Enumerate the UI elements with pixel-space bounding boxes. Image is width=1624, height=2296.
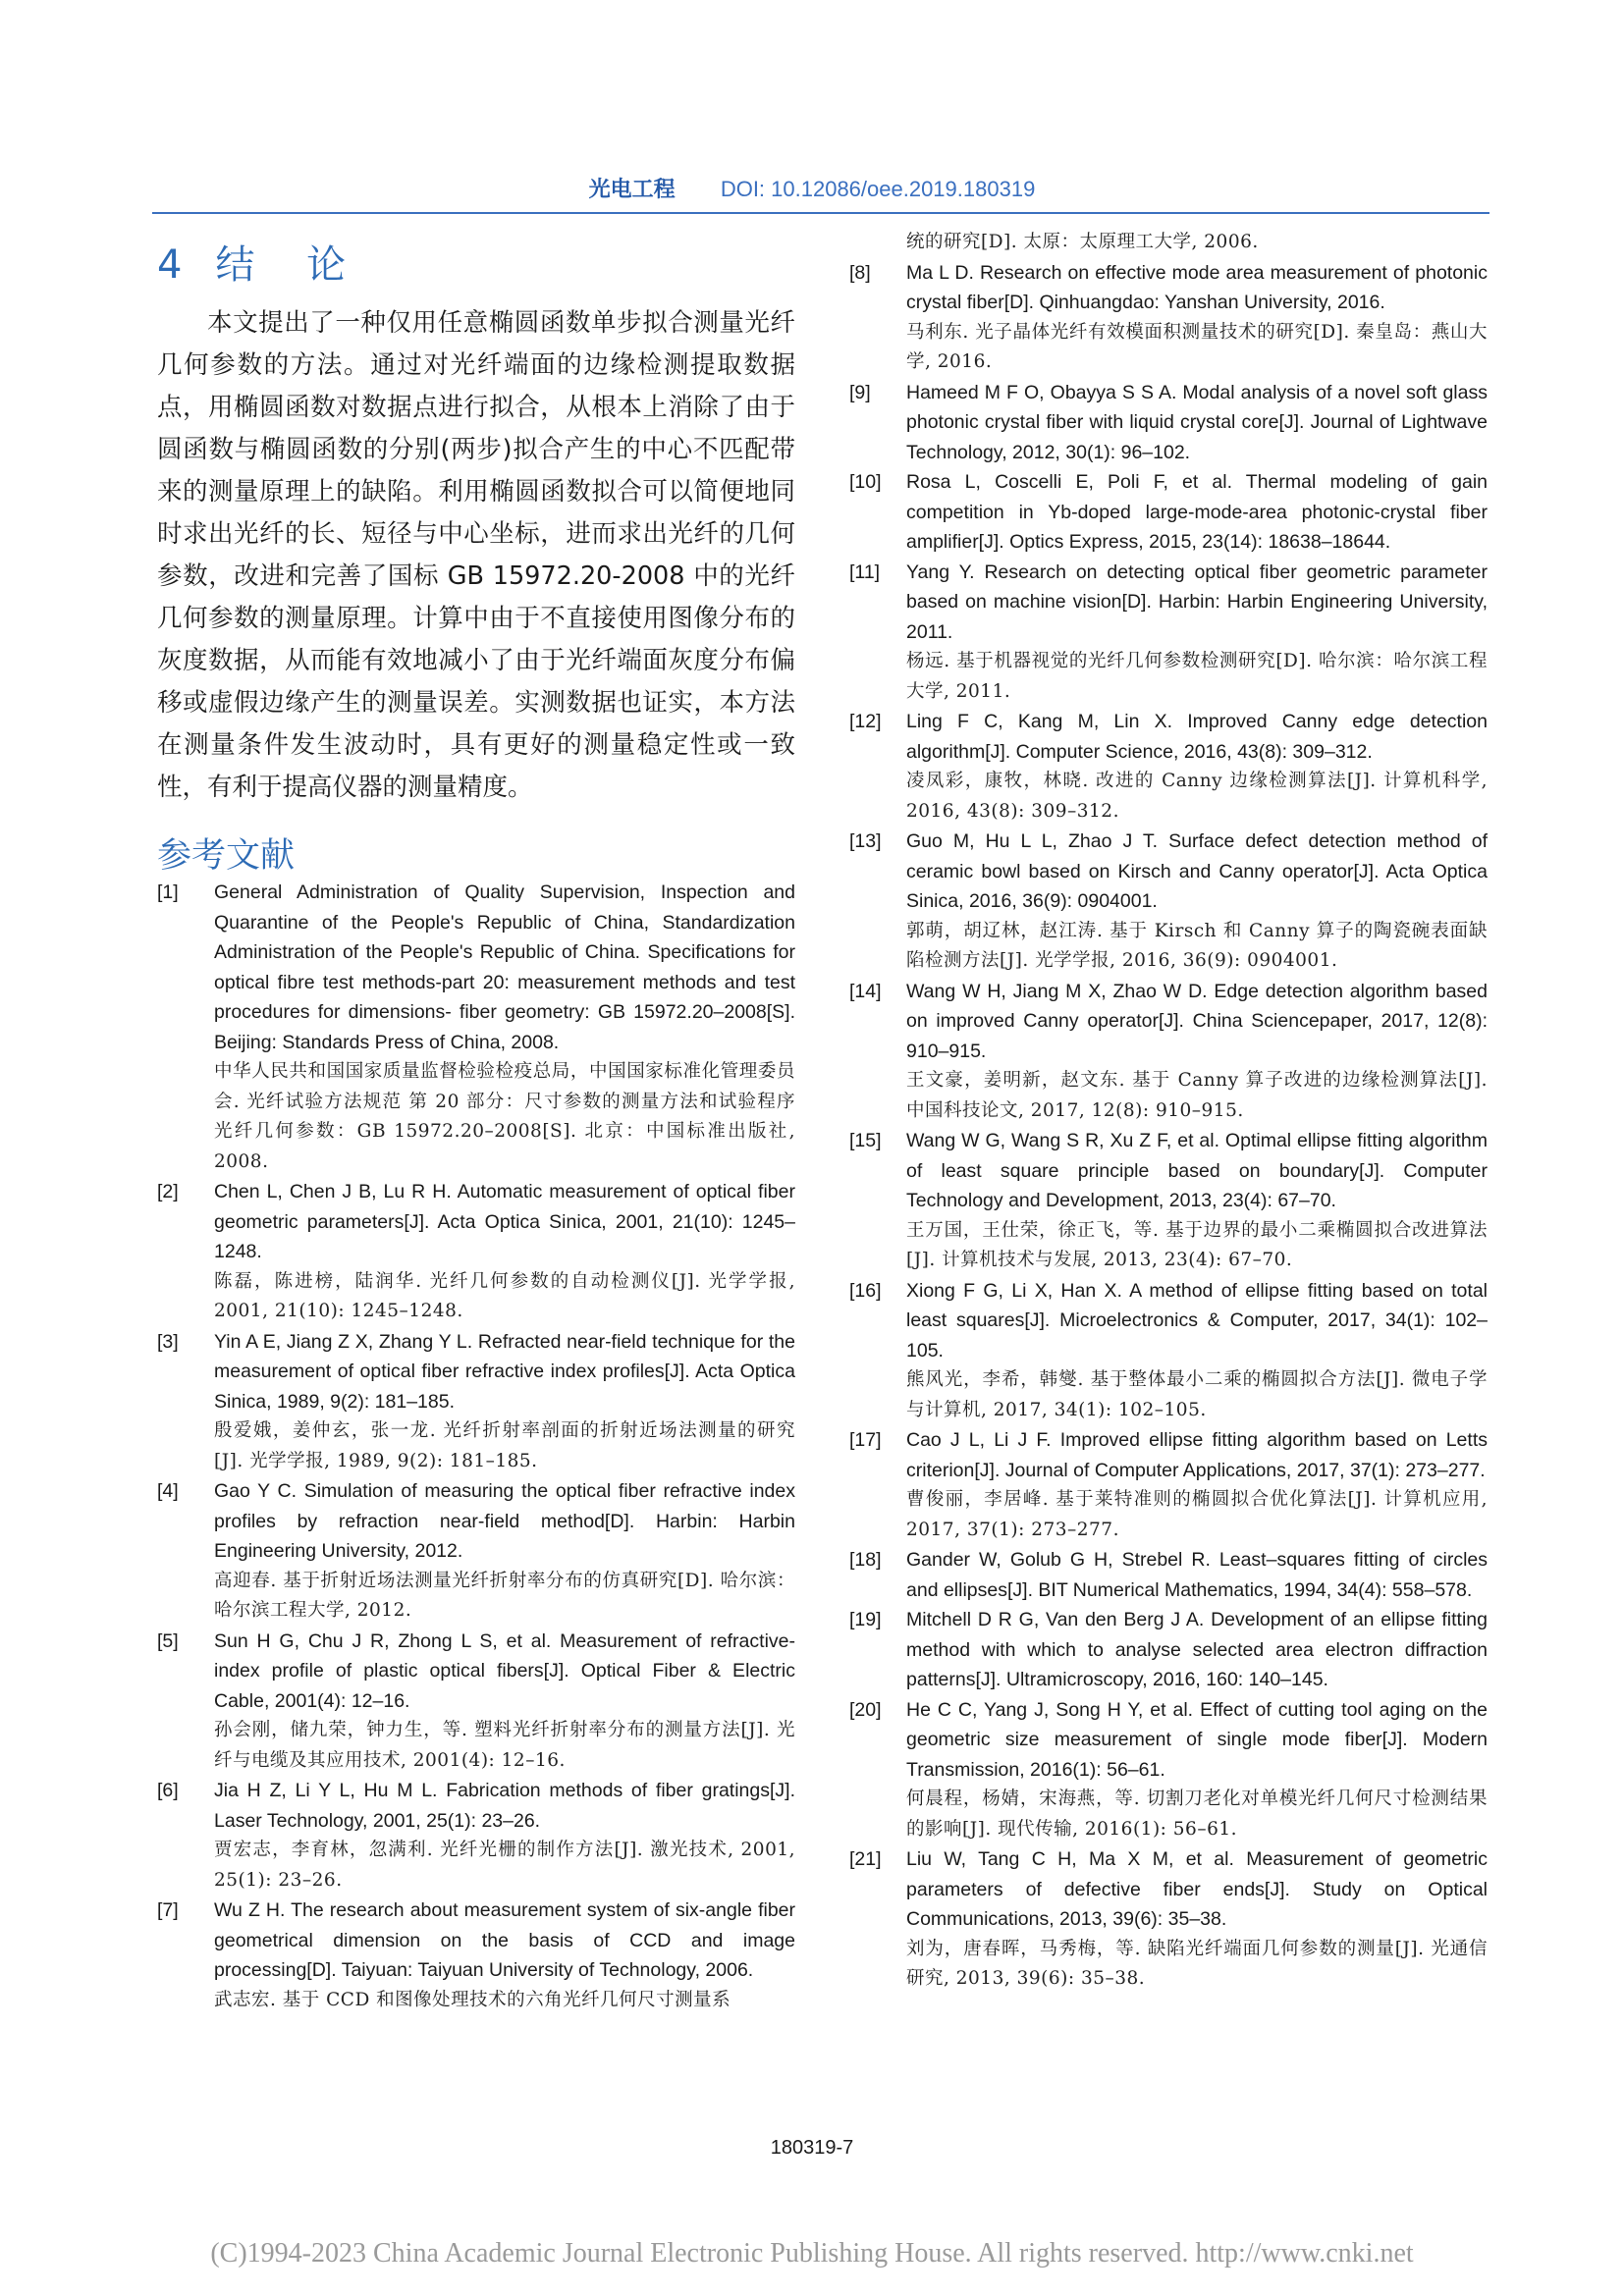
reference-english: General Administration of Quality Supervision, Inspection and Quarantine of the People's Republic of China, Standardization Administration of the People's Republic of China. Specifications for optical fibre test methods-part 20: measurement methods and test procedures for dimensions- fiber geometry: GB 15972.20–2008[S]. Beijing: Standards Press of China, 2008. [214,881,795,1053]
reference-item [849,1276,1488,1426]
left-column [157,228,795,2015]
reference-chinese: 刘为，唐春晖，马秀梅，等. 缺陷光纤端面几何参数的测量[J]. 光通信研究, 2013, 39(6): 35–38. [906,1938,1488,1989]
reference-english: Xiong F G, Li X, Han X. A method of ellipse fitting based on total least squares[J]. Microelectronics & Computer, 2017, 34(1): 102–105. [906,1279,1488,1362]
reference-chinese: 中华人民共和国国家质量监督检验检疫总局，中国国家标准化管理委员会. 光纤试验方法规范 第 20 部分：尺寸参数的测量方法和试验程序 光纤几何参数：GB 15972.20–2008[S]. 北京：中国标准出版社, 2008. [214,1061,795,1172]
reference-chinese: 陈磊，陈进榜，陆润华. 光纤几何参数的自动检测仪[J]. 光学学报, 2001, 21(10): 1245–1248. [214,1270,795,1321]
section-number: 4 [157,242,202,288]
reference-text [214,1177,795,1327]
reference-english: Gander W, Golub G H, Strebel R. Least–squares fitting of circles and ellipses[J]. BIT Numerical Mathematics, 1994, 34(4): 558–578. [906,1549,1488,1601]
reference-chinese: 高迎春. 基于折射近场法测量光纤折射率分布的仿真研究[D]. 哈尔滨：哈尔滨工程大学, 2012. [214,1570,795,1621]
reference-english: He C C, Yang J, Song H Y, et al. Effect of cutting tool aging on the geometric size measurement of single mode fiber[J]. Modern Transmission, 2016(1): 56–61. [906,1698,1488,1781]
reference-number: [5] [157,1629,179,1652]
reference-item [157,1776,795,1896]
reference-number: [12] [849,711,882,732]
reference-item [849,1844,1488,1995]
reference-text [214,1896,795,2015]
reference-item [849,1425,1488,1545]
reference-english: Wang W H, Jiang M X, Zhao W D. Edge detection algorithm based on improved Canny operator[J]. China Sciencepaper, 2017, 12(8): 910–915. [906,980,1488,1062]
section-heading: 结 论 [215,242,366,288]
reference-continuation-text: 统的研究[D]. 太原：太原理工大学, 2006. [906,232,1259,252]
right-column [849,228,1488,1995]
reference-item [849,827,1488,977]
reference-item [849,1695,1488,1845]
reference-english: Gao Y C. Simulation of measuring the optical fiber refractive index profiles by refraction near-field method[D]. Harbin: Harbin Engineering University, 2012. [214,1480,795,1562]
reference-english: Wu Z H. The research about measurement system of six-angle fiber geometrical dimension on the basis of CCD and image processing[D]. Taiyuan: Taiyuan University of Technology, 2006. [214,1899,795,1981]
reference-chinese: 杨远. 基于机器视觉的光纤几何参数检测研究[D]. 哈尔滨：哈尔滨工程大学, 2011. [906,651,1488,702]
reference-number: [20] [849,1698,882,1721]
reference-list-right [849,258,1488,1995]
reference-text [906,707,1488,827]
journal-name: 光电工程 [588,177,676,201]
reference-number: [10] [849,471,882,493]
reference-text [906,467,1488,558]
reference-text [906,977,1488,1127]
reference-text [906,1605,1488,1695]
reference-english: Sun H G, Chu J R, Zhong L S, et al. Measurement of refractive-index profile of plastic optical fibers[J]. Optical Fiber & Electric Cable, 2001(4): 12–16. [214,1629,795,1712]
reference-text [906,1126,1488,1276]
reference-chinese: 马利东. 光子晶体光纤有效模面积测量技术的研究[D]. 秦皇岛：燕山大学, 2016. [906,321,1488,372]
copyright-notice: (C)1994-2023 China Academic Journal Electronic Publishing House. All rights reserved. http://www.cnki.net [210,2238,1414,2269]
reference-item [849,1605,1488,1695]
reference-number: [19] [849,1609,882,1630]
reference-text [906,827,1488,977]
header-rule [152,212,1489,214]
reference-english: Chen L, Chen J B, Lu R H. Automatic measurement of optical fiber geometric parameters[J]. Acta Optica Sinica, 2001, 21(10): 1245–1248. [214,1181,795,1262]
reference-number: [13] [849,830,882,852]
reference-chinese: 王万国，王仕荣，徐正飞，等. 基于边界的最小二乘椭圆拟合改进算法[J]. 计算机技术与发展, 2013, 23(4): 67–70. [906,1219,1488,1270]
reference-text [906,378,1488,468]
reference-text [906,1276,1488,1426]
reference-text [214,1327,795,1477]
reference-item [849,1545,1488,1605]
reference-item [157,1177,795,1327]
reference-text [214,1776,795,1896]
reference-chinese: 郭萌，胡辽林，赵江涛. 基于 Kirsch 和 Canny 算子的陶瓷碗表面缺陷检测方法[J]. 光学学报, 2016, 36(9): 0904001. [906,920,1488,971]
conclusion-paragraph: 本文提出了一种仅用任意椭圆函数单步拟合测量光纤几何参数的方法。通过对光纤端面的边缘检测提取数据点，用椭圆函数对数据点进行拟合，从根本上消除了由于圆函数与椭圆函数的分别(两步)拟合产生的中心不匹配带来的测量原理上的缺陷。利用椭圆函数拟合可以简便地同时求出光纤的长、短径与中心坐标，进而求出光纤的几何参数，改进和完善了国标 GB 15972.20-2008 中的光纤几何参数的测量原理。计算中由于不直接使用图像分布的灰度数据，从而能有效地减小了由于光纤端面灰度分布偏移或虚假边缘产生的测量误差。实测数据也证实，本方法在测量条件发生波动时，具有更好的测量稳定性或一致性，有利于提高仪器的测量精度。 [157,308,795,802]
section-title [157,234,795,288]
reference-text [214,1627,795,1777]
reference-english: Hameed M F O, Obayya S S A. Modal analysis of a novel soft glass photonic crystal fiber with liquid crystal core[J]. Journal of Lightwave Technology, 2012, 30(1): 96–102. [906,381,1488,463]
reference-text [906,258,1488,378]
reference-chinese: 何晨程，杨婧，宋海燕，等. 切割刀老化对单模光纤几何尺寸检测结果的影响[J]. 现代传输, 2016(1): 56–61. [906,1789,1488,1840]
reference-number: [9] [849,381,871,403]
reference-continuation [849,228,1488,258]
reference-number: [1] [157,881,179,903]
reference-list-left [157,878,795,2015]
reference-english: Ling F C, Kang M, Lin X. Improved Canny edge detection algorithm[J]. Computer Science, 2016, 43(8): 309–312. [906,711,1488,763]
reference-english: Yang Y. Research on detecting optical fiber geometric parameter based on machine vision[D]. Harbin: Harbin Engineering University, 2011. [906,561,1488,643]
reference-text [906,1695,1488,1845]
reference-text [214,878,795,1177]
reference-item [157,1476,795,1627]
reference-chinese: 凌凤彩，康牧，林晓. 改进的 Canny 边缘检测算法[J]. 计算机科学, 2016, 43(8): 309–312. [906,771,1488,822]
reference-english: Mitchell D R G, Van den Berg J A. Development of an ellipse fitting method with which to analyse selected area electron diffraction patterns[J]. Ultramicroscopy, 2016, 160: 140–145. [906,1609,1488,1690]
reference-english: Rosa L, Coscelli E, Poli F, et al. Thermal modeling of gain competition in Yb-doped large-mode-area photonic-crystal fiber amplifier[J]. Optics Express, 2015, 23(14): 18638–18644. [906,471,1488,553]
reference-text [906,1425,1488,1545]
reference-number: [16] [849,1279,882,1302]
doi-link[interactable]: DOI: 10.12086/oee.2019.180319 [720,177,1036,201]
reference-chinese: 王文豪，姜明新，赵文东. 基于 Canny 算子改进的边缘检测算法[J]. 中国科技论文, 2017, 12(8): 910–915. [906,1070,1488,1121]
references-title: 参考文献 [157,836,296,876]
reference-number: [7] [157,1899,179,1921]
reference-item [849,378,1488,468]
reference-chinese: 熊风光，李希，韩燮. 基于整体最小二乘的椭圆拟合方法[J]. 微电子学与计算机, 2017, 34(1): 102–105. [906,1369,1488,1420]
page-number: 180319-7 [770,2137,854,2159]
reference-item [849,467,1488,558]
reference-number: [11] [849,561,881,583]
reference-english: Jia H Z, Li Y L, Hu M L. Fabrication methods of fiber gratings[J]. Laser Technology, 2001, 25(1): 23–26. [214,1780,795,1832]
reference-chinese: 殷爱娥，姜仲玄，张一龙. 光纤折射率剖面的折射近场法测量的研究[J]. 光学学报, 1989, 9(2): 181–185. [214,1420,795,1471]
reference-chinese: 孙会刚，储九荣，钟力生，等. 塑料光纤折射率分布的测量方法[J]. 光纤与电缆及其应用技术, 2001(4): 12–16. [214,1720,795,1771]
reference-text [906,558,1488,708]
reference-english: Liu W, Tang C H, Ma X M, et al. Measurement of geometric parameters of defective fiber ends[J]. Study on Optical Communications, 2013, 39(6): 35–38. [906,1848,1488,1930]
reference-chinese: 曹俊丽，李居峰. 基于莱特准则的椭圆拟合优化算法[J]. 计算机应用, 2017, 37(1): 273–277. [906,1489,1488,1540]
reference-number: [6] [157,1780,179,1801]
reference-number: [2] [157,1181,179,1202]
reference-item [849,558,1488,708]
reference-item [849,1126,1488,1276]
reference-number: [15] [849,1130,882,1151]
reference-english: Yin A E, Jiang Z X, Zhang Y L. Refracted near-field technique for the measurement of optical fiber refractive index profiles[J]. Acta Optica Sinica, 1989, 9(2): 181–185. [214,1330,795,1413]
reference-text [906,1545,1488,1605]
reference-number: [17] [849,1429,882,1451]
reference-english: Ma L D. Research on effective mode area measurement of photonic crystal fiber[D]. Qinhuangdao: Yanshan University, 2016. [906,261,1488,313]
reference-number: [4] [157,1480,179,1502]
reference-item [157,1627,795,1777]
reference-number: [14] [849,980,882,1002]
reference-item [849,977,1488,1127]
reference-text [906,1844,1488,1995]
page-header [0,173,1624,203]
reference-number: [18] [849,1549,882,1571]
reference-item [157,1896,795,2015]
reference-item [157,1327,795,1477]
reference-item [157,878,795,1177]
reference-text [214,1476,795,1627]
reference-english: Guo M, Hu L L, Zhao J T. Surface defect detection method of ceramic bowl based on Kirsch and Canny operator[J]. Acta Optica Sinica, 2016, 36(9): 0904001. [906,830,1488,912]
reference-number: [3] [157,1330,179,1353]
reference-english: Cao J L, Li J F. Improved ellipse fitting algorithm based on Letts criterion[J]. Journal of Computer Applications, 2017, 37(1): 273–277. [906,1429,1488,1481]
reference-item [849,707,1488,827]
reference-number: [8] [849,261,871,284]
reference-number: [21] [849,1848,882,1870]
reference-chinese: 武志宏. 基于 CCD 和图像处理技术的六角光纤几何尺寸测量系 [214,1989,731,2010]
reference-english: Wang W G, Wang S R, Xu Z F, et al. Optimal ellipse fitting algorithm of least square principle based on boundary[J]. Computer Technology and Development, 2013, 23(4): 67–70. [906,1130,1488,1211]
reference-item [849,258,1488,378]
reference-chinese: 贾宏志，李育林，忽满利. 光纤光栅的制作方法[J]. 激光技术, 2001, 25(1): 23–26. [214,1840,795,1891]
